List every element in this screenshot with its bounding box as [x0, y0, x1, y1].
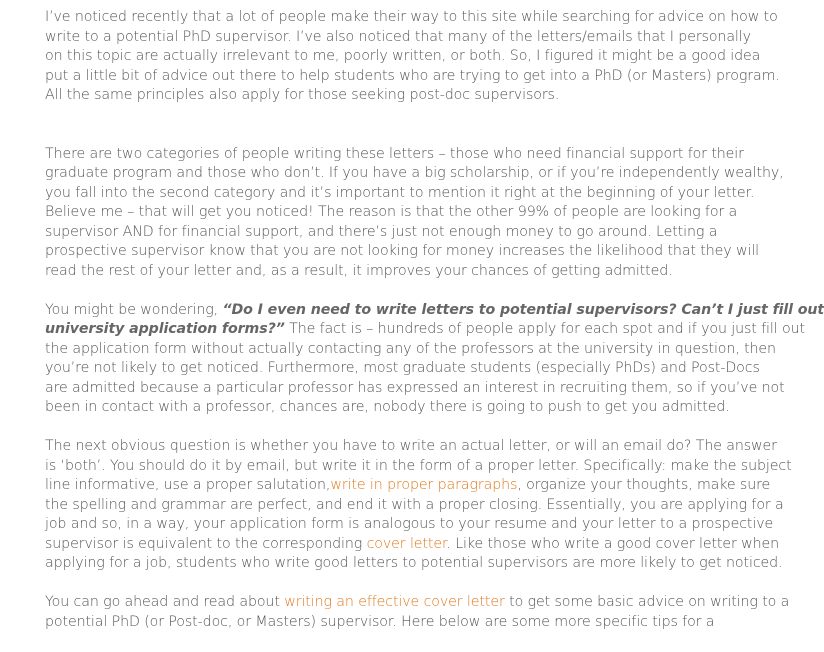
text-line: on this topic are actually irrelevant to me, poorly written, or both. So, I figured it might be a good idea	[45, 48, 761, 64]
text-line: you fall into the second category and it’s important to mention it right at the beginning of your letter.	[45, 184, 755, 201]
text-line: you’re not likely to get noticed. Furthermore, most graduate students (especially PhDs) and Post-Docs	[45, 360, 760, 376]
article-body	[45, 8, 824, 652]
text-span: supervisor is equivalent to the corresponding	[45, 535, 367, 552]
link-write-in-proper-paragraphs[interactable]: write in proper paragraphs	[330, 477, 518, 493]
text-line: The next obvious question is whether you have to write an actual letter, or will an email do? The answer	[45, 438, 777, 454]
text-line	[45, 535, 780, 555]
text-line: graduate program and those who don’t. If you have a big scholarship, or if you’re independently wealthy,	[45, 165, 784, 181]
text-line: job and so, in a way, your application form is analogous to your resume and your letter to a prospective	[45, 516, 774, 532]
text-line: Believe me – that will get you noticed! The reason is that the other 99% of people are looking for a	[45, 204, 738, 220]
text-span: . Like those who write a good cover letter when	[446, 535, 780, 552]
text-line	[45, 320, 805, 340]
text-line: I’ve noticed recently that a lot of people make their way to this site while searching for advice on how to	[45, 9, 778, 25]
text-span: The fact is – hundreds of people apply for each spot and if you just fill out	[284, 321, 805, 337]
text-line: are admitted because a particular professor has expressed an interest in recruiting them, so if you’ve not	[45, 379, 785, 396]
paragraph-categories	[45, 145, 784, 282]
text-span: to get some basic advice on writing to a	[504, 594, 790, 610]
text-line: potential PhD (or Post-doc, or Masters) supervisor. Here below are some more specific tips for a	[45, 613, 715, 630]
text-line	[45, 593, 790, 613]
text-line: applying for a job, students who write good letters to potential supervisors are more likely to get noticed.	[45, 555, 783, 571]
text-line	[45, 476, 771, 496]
text-line: the application form without actually contacting any of the professors at the university in question, then	[45, 340, 776, 357]
text-line	[45, 301, 824, 321]
text-line: write to a potential PhD supervisor. I’ve also noticed that many of the letters/emails that I personally	[45, 28, 751, 45]
text-line: is ‘both’. You should do it by email, but write it in the form of a proper letter. Specifically: make the subject	[45, 457, 792, 474]
link-cover-letter[interactable]: cover letter	[366, 535, 447, 552]
text-span: You can go ahead and read about	[45, 594, 285, 610]
text-line: been in contact with a professor, chances are, nobody there is going to push to get you admitted.	[45, 399, 730, 415]
paragraph-why-write	[45, 301, 824, 418]
text-line: read the rest of your letter and, as a result, it improves your chances of getting admitted.	[45, 262, 673, 279]
text-line: the spelling and grammar are perfect, and end it with a proper closing. Essentially, you are applying for a	[45, 496, 784, 513]
text-line: prospective supervisor know that you are not looking for money increases the likelihood that they will	[45, 243, 759, 259]
quoted-question: “Do I even need to write letters to potential supervisors? Can’t I just fill out	[222, 301, 824, 318]
paragraph-letter-or-email	[45, 437, 792, 574]
text-span: , organize your thoughts, make sure	[517, 477, 771, 493]
paragraph-intro	[45, 8, 780, 106]
text-span: line informative, use a proper salutation,	[45, 477, 331, 493]
text-line: All the same principles also apply for those seeking post-doc supervisors.	[45, 87, 560, 103]
text-span: You might be wondering,	[45, 301, 223, 318]
link-writing-an-effective-cover-letter[interactable]: writing an effective cover letter	[284, 594, 505, 610]
text-line: There are two categories of people writing these letters – those who need financial support for their	[45, 145, 744, 162]
text-line: put a little bit of advice out there to help students who are trying to get into a PhD (or Masters) program.	[45, 67, 780, 84]
text-line: supervisor AND for financial support, and there’s just not enough money to go around. Letting a	[45, 223, 718, 240]
paragraph-read-more	[45, 593, 790, 632]
quoted-question: university application forms?”	[45, 321, 285, 337]
